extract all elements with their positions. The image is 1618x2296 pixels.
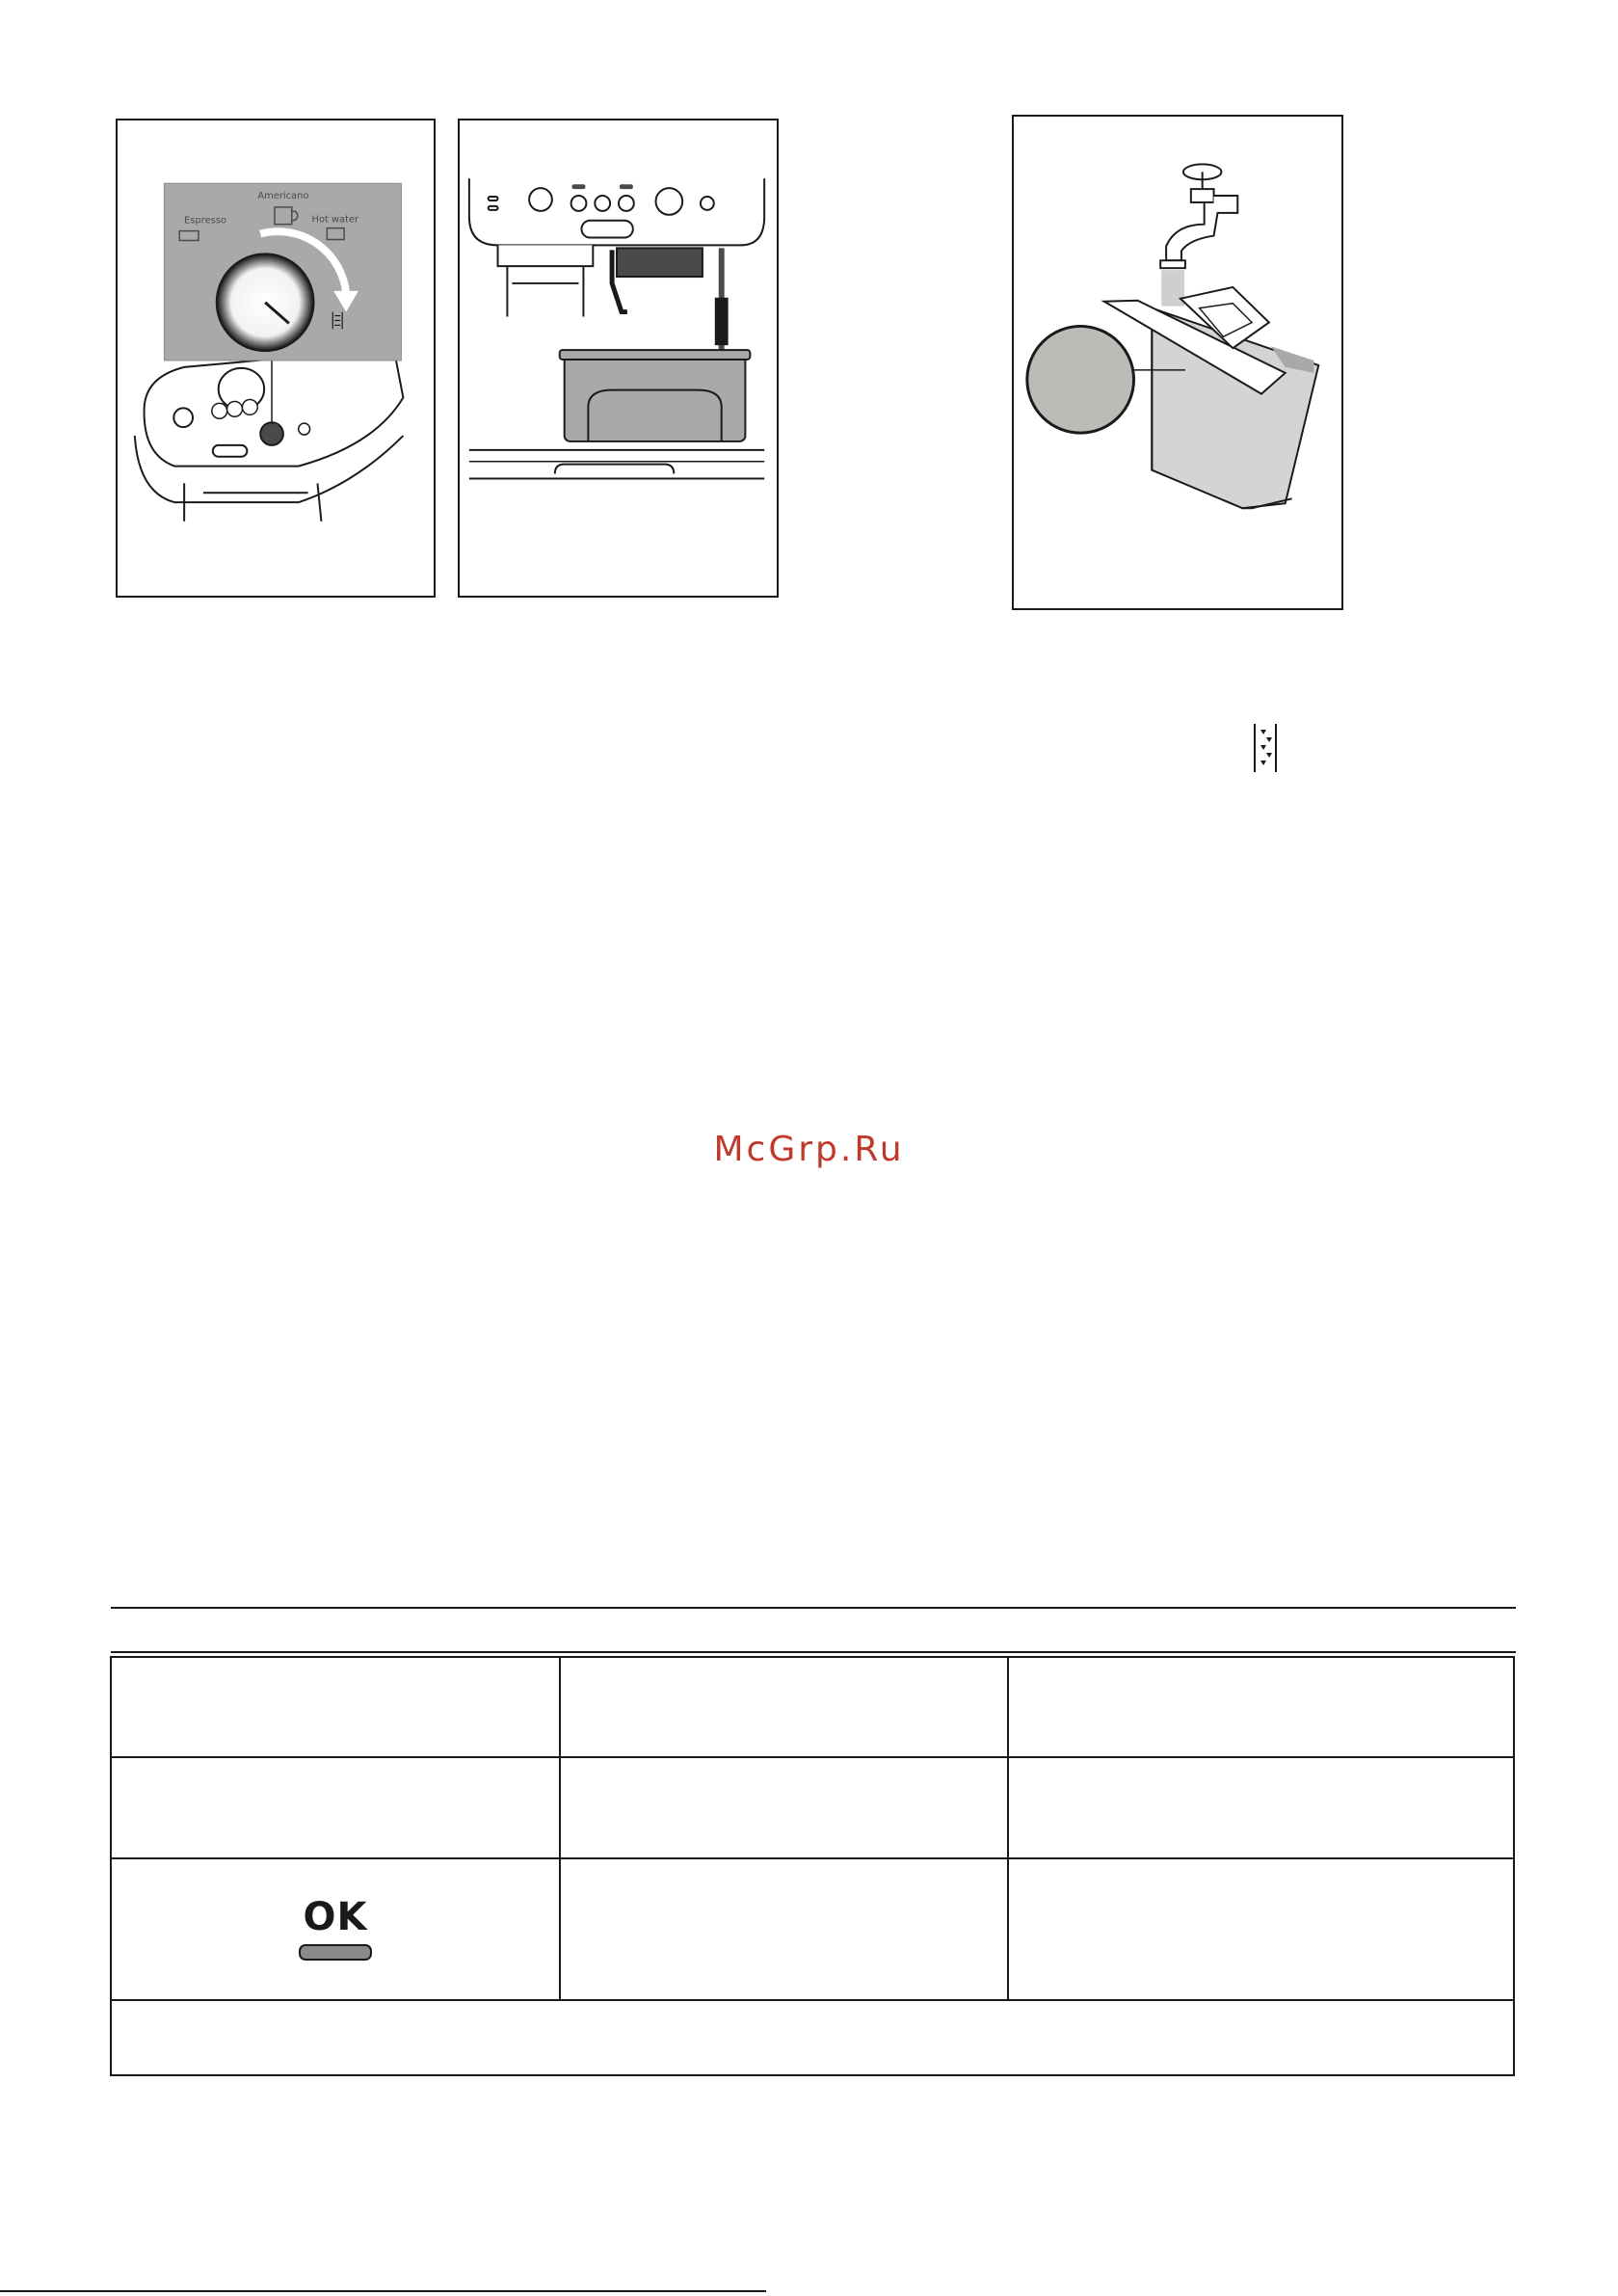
table-cell xyxy=(560,1757,1008,1858)
water-tap-icon xyxy=(1160,164,1237,268)
dial-label-americano: Americano xyxy=(257,191,309,202)
table-cell-ok-key xyxy=(111,1858,560,2000)
descale-symbol-icon xyxy=(1251,722,1280,774)
section-rule-top xyxy=(111,1607,1516,1609)
figure-machine-front xyxy=(458,119,779,598)
table-cell-footer xyxy=(111,2000,1514,2075)
ok-bar xyxy=(299,1944,372,1961)
table-cell xyxy=(111,1657,560,1757)
drip-tray xyxy=(565,356,746,441)
dial-label-hot-water: Hot water xyxy=(311,214,359,226)
figure-fill-water-tank xyxy=(1012,115,1343,610)
ok-button-icon xyxy=(112,1895,559,1961)
table-row xyxy=(111,2000,1514,2075)
info-table xyxy=(110,1656,1515,2076)
selector-dial-illustration xyxy=(118,120,434,596)
dial-label-espresso: Espresso xyxy=(184,215,227,227)
footer-rule xyxy=(0,2290,766,2292)
table-cell xyxy=(111,1757,560,1858)
detail-callout xyxy=(1027,326,1134,433)
watermark-text: McGrp.Ru xyxy=(713,1130,905,1169)
section-rule-bottom xyxy=(111,1651,1516,1653)
water-stream xyxy=(1161,270,1184,307)
table-row xyxy=(111,1858,1514,2000)
table-cell xyxy=(1008,1858,1514,2000)
table-row xyxy=(111,1757,1514,1858)
figure-selector-dial xyxy=(116,119,436,598)
ok-label: OK xyxy=(303,1895,368,1939)
water-tank-illustration xyxy=(1014,117,1341,608)
dial-knob xyxy=(217,254,314,351)
table-row xyxy=(111,1657,1514,1757)
table-cell xyxy=(560,1657,1008,1757)
table-cell xyxy=(1008,1657,1514,1757)
table-cell xyxy=(1008,1757,1514,1858)
machine-front-illustration xyxy=(460,120,777,596)
table-cell xyxy=(560,1858,1008,2000)
